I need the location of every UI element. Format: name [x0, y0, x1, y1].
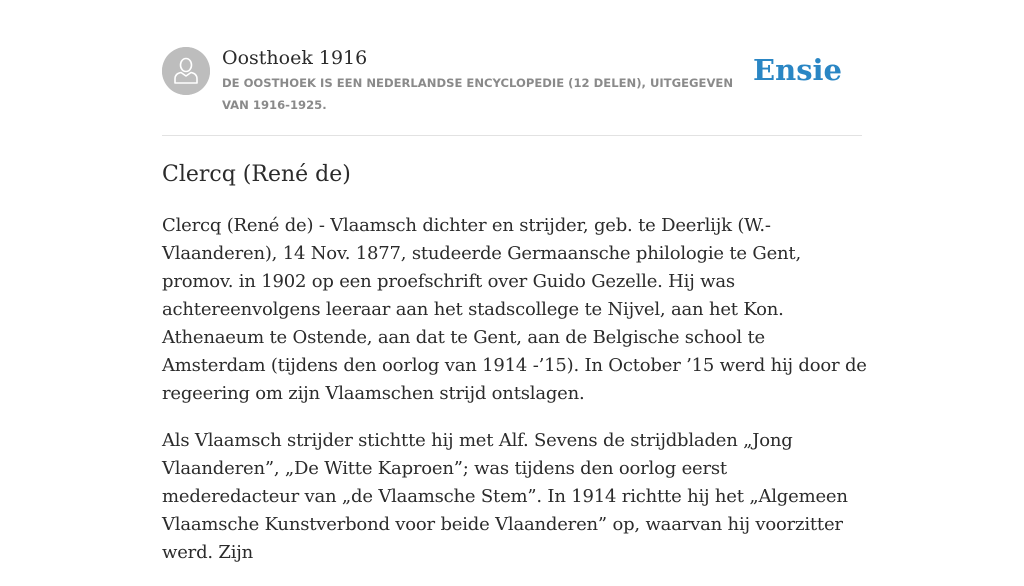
source-avatar[interactable]: [162, 47, 210, 95]
source-description: DE OOSTHOEK IS EEN NEDERLANDSE ENCYCLOPEDIE (12 DELEN), UITGEGEVEN VAN 1916-1925.: [222, 76, 734, 112]
user-silhouette-icon: [162, 47, 210, 95]
article-body: [162, 212, 867, 586]
source-name[interactable]: Oosthoek 1916: [222, 47, 368, 69]
source-header: [162, 46, 862, 134]
article-paragraph: Clercq (René de) - Vlaamsch dichter en strijder, geb. te Deerlijk (W.-Vlaanderen), 14 Nov. 1877, studeerde Germaansche philologie te Gent, promov. in 1902 op een proefschrift over Guido Gezelle. Hij was achtereenvolgens leeraar aan het stadscollege te Nijvel, aan het Kon. Athenaeum te Ostende, aan dat te Gent, aan de Belgische school te Amsterdam (tijdens den oorlog van 1914 -’15). In October ’15 werd hij door de regeering om zijn Vlaamschen strijd ontslagen.: [162, 215, 867, 404]
article-title: Clercq (René de): [162, 162, 351, 187]
brand-logo[interactable]: Ensie: [753, 53, 842, 87]
article-paragraph: Als Vlaamsch strijder stichtte hij met Alf. Sevens de strijdbladen „Jong Vlaanderen”, „De Witte Kaproen”; was tijdens den oorlog eerst mederedacteur van „de Vlaamsche Stem”. In 1914 richtte hij het „Algemeen Vlaamsche Kunstverbond voor beide Vlaanderen” op, waarvan hij voorzitter werd. Zijn: [162, 430, 848, 563]
header-divider: [162, 135, 862, 136]
